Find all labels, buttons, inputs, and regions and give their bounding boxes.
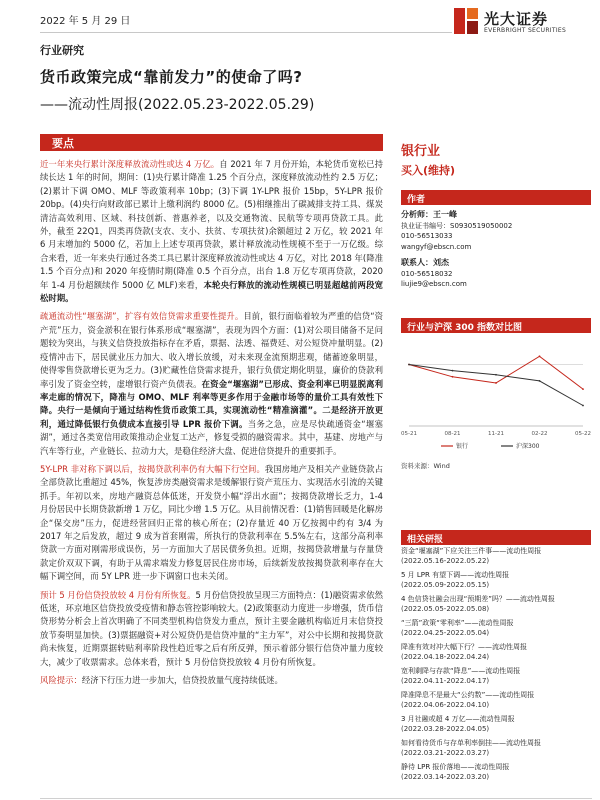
- research-item[interactable]: [401, 570, 591, 590]
- paragraph-liquidity: [40, 158, 383, 305]
- research-date: (2022.04.06-2022.04.10): [401, 701, 490, 709]
- industry-name: 银行业: [401, 144, 441, 159]
- research-item[interactable]: [401, 642, 591, 662]
- research-date: (2022.04.11-2022.04.17): [401, 677, 490, 685]
- chart-point: [495, 374, 497, 376]
- research-title[interactable]: 3 月社融或超 4 万亿——流动性周报: [401, 715, 515, 723]
- research-title[interactable]: “三箭”政策“零利率”——流动性周报: [401, 619, 514, 627]
- paragraph-bold: 本轮央行释放的流动性规模已明显超越前两段宽松时期。: [40, 279, 384, 304]
- analyst-block: [401, 210, 591, 290]
- related-research-list: [401, 546, 591, 786]
- analyst-name: 分析师：王一峰: [401, 210, 457, 219]
- research-title[interactable]: 5 月 LPR 有望下调——流动性周报: [401, 571, 510, 579]
- paragraph-text: 5 月份信贷投放呈现三方面特点：(1)融资需求依然低迷，环京地区信贷投放受疫情和静态管控影响较大。(2)政策驱动力度进一步增强，货币信贷形势分析会上首次明确了不同类型机构信贷发力重点，预计主要金融机构临近月末信贷投放节奏明显加快。(3)票据融资+对公短贷仍是信贷冲量的“主力军”，对公中长期和按揭贷款尚未恢复，近期票据转贴利率阶段性趋近零之后有所反弹，预示着部分银行信贷冲量力度较大，减少了收票需求。总体来看，预计 5 月份信贷投放较 4 月份有所恢复。: [40, 589, 383, 667]
- everbright-logo-icon: [452, 6, 480, 36]
- research-date: (2022.03.28-2022.04.05): [401, 725, 490, 733]
- risk-warning: [40, 674, 383, 687]
- chart-point: [539, 380, 541, 382]
- chart-x-tick-label: 08-21: [444, 431, 461, 437]
- brand-subtitle: EVERBRIGHT SECURITIES: [484, 27, 567, 34]
- paragraph-lead: 预计 5 月份信贷投放较 4 月份有所恢复。: [40, 589, 196, 600]
- chart-source: 资料来源：Wind: [401, 462, 450, 470]
- chart-point: [582, 405, 584, 407]
- research-label: 相关研报: [407, 535, 444, 545]
- analyst-cert: 执业证书编号：S0930519050002: [401, 221, 513, 230]
- paragraph-lead: 近一年来央行累计深度释放流动性或达 4 万亿。: [40, 159, 220, 169]
- paragraph-credit: [40, 589, 383, 669]
- chart-legend-label: 沪深300: [516, 443, 540, 450]
- research-title[interactable]: 降准降息不是最大“公约数”——流动性周报: [401, 691, 535, 699]
- contact-phone: 010-56518032: [401, 269, 453, 278]
- chart-point: [495, 382, 497, 384]
- research-title[interactable]: 资金“堰塞湖”下应关注三件事——流动性周报: [401, 547, 542, 555]
- chart-point: [452, 370, 454, 372]
- authors-label: 作者: [407, 195, 426, 205]
- chart-x-tick-label: 05-21: [401, 431, 417, 437]
- key-points-header-bar: [40, 134, 383, 151]
- chart-label: 行业与沪深 300 指数对比图: [407, 323, 523, 333]
- research-item[interactable]: [401, 594, 591, 614]
- key-points-body: [40, 158, 383, 687]
- research-title[interactable]: 如何看待货币与存单利率倒挂——流动性周报: [401, 739, 541, 747]
- chart-point: [408, 364, 410, 366]
- paragraph-mortgage: [40, 463, 383, 584]
- report-subtitle: ——流动性周报(2022.05.23-2022.05.29): [40, 97, 315, 113]
- report-date: 2022 年 5 月 29 日: [40, 16, 131, 27]
- chart-point: [452, 376, 454, 378]
- investment-rating: 买入(维持): [401, 164, 456, 177]
- research-date: (2022.05.05-2022.05.08): [401, 605, 490, 613]
- header-divider: [40, 32, 452, 33]
- brand-name: 光大证券: [484, 10, 549, 28]
- research-date: (2022.03.21-2022.03.27): [401, 749, 490, 757]
- research-date: (2022.03.14-2022.03.20): [401, 773, 490, 781]
- footer-divider: [40, 798, 592, 799]
- chart-legend-label: 银行: [456, 443, 469, 450]
- contact-name: 联系人：刘杰: [401, 258, 449, 267]
- report-category: 行业研究: [40, 44, 84, 57]
- paragraph-text: 当务之急，应是尽快疏通资金“堰塞湖”，通过各类宽信用政策推动企业复工达产，修复受损的融资需求。其中，基建、房地产与汽车等行业，产业链长、拉动力大，是稳住经济大盘、促进信贷提升的重要抓手。: [40, 418, 383, 456]
- research-item[interactable]: [401, 546, 591, 566]
- chart-point: [582, 388, 584, 390]
- paragraph-text: 目前，银行面临着较为严重的信贷“资产荒”压力，资金淤积在银行体系形成“堰塞湖”，表现为四个方面：(1)对公项目储备不足问题较为突出，与狭义信贷投放指标存在矛盾，票据、法透、福费廷、对公短贷冲量明显。(2)疫情冲击下，居民就业压力加大、收入增长放缓，对未来现金流预期悲观，储蓄迹象明显，使得零售贷款增长更为乏力。(3)贮藏性信贷需求提升，银行负债定期化明显，廉价的贷款利率引发了资金空转，虚增银行资产负债表。: [40, 311, 383, 389]
- chart-point: [539, 355, 541, 357]
- research-title[interactable]: 4 色信贷社融会出现“预期差”吗？——流动性周报: [401, 595, 555, 603]
- chart-x-tick-label: 02-22: [531, 431, 548, 437]
- research-item[interactable]: [401, 714, 591, 734]
- contact-email[interactable]: liujie9@ebscn.com: [401, 280, 467, 288]
- paragraph-lead: 5Y-LPR 非对称下调以后，按揭贷款利率仍有大幅下行空间。: [40, 463, 265, 474]
- analyst-email[interactable]: wangyf@ebscn.com: [401, 242, 472, 251]
- chart-x-tick-label: 11-21: [488, 431, 504, 437]
- research-date: (2022.05.09-2022.05.15): [401, 581, 490, 589]
- chart-series-line-0: [409, 356, 583, 389]
- research-item[interactable]: [401, 762, 591, 782]
- risk-label: 风险提示：: [40, 675, 82, 686]
- research-item[interactable]: [401, 690, 591, 710]
- risk-text: 经济下行压力进一步加大，信贷投放量气度持续低迷。: [81, 675, 283, 686]
- report-title: 货币政策完成“靠前发力”的使命了吗?: [40, 68, 303, 86]
- key-points-label: 要点: [52, 137, 74, 150]
- paragraph-bold: 在资金“堰塞湖”已形成、资金利率已明显脱离利率走廊的情况下，降准与 OMO、MLF 利率等更多作用于金融市场等的量价工具有效性下降。央行一是倾向于通过结构性货币政策工具，实现流动性“精准滴灌”。二是经济开放更利，通过降低银行负债成本直接引导 LPR 报价下调。: [40, 378, 383, 429]
- paragraph-lead: 疏通流动性“堰塞湖”，扩容有效信贷需求重要性提升。: [40, 311, 244, 322]
- paragraph-text: 我国房地产及相关产业链贷款占全部贷款比重超过 45%，恢复涉房类融资需求是缓解银行资产荒压力、实现活水引流的关键抓手。年初以来，房地产融资总体低迷，开发贷小幅“浮出水面”；按揭贷款增长乏力，1-4 月份居民中长期贷款新增 1 万亿，同比少增 1.5 万亿。从目前情况看：(1)销售回暖是化解房企“保交房”压力，促进经营回归正常的核心所在；(2)存量近 40 万亿按揭中约有 3/4 为 2017 年之后发放，超过 9 成为首套刚需，所执行的贷款利率在 5.5%左右，这部分高利率贷款一方面对刚需形成误伤，另一方面加大了居民债务负担。近期，按揭贷款增量与存量贷款定价双双下调，有助于从需求端发力修复居民住房市场，后续新发放按揭贷款利率存在大幅下调空间，而 5Y LPR 进一步下调窗口也未关闭。: [40, 463, 384, 582]
- authors-header-bar: [401, 190, 591, 205]
- chart-x-tick-label: 05-22: [575, 431, 591, 437]
- paragraph-text: 自 2021 年 7 月份开始，本轮货币宽松已持续长达 1 年的时间，期间：(1)央行累计降准 1.25 个百分点，深度释放流动性约 2.5 万亿；(2)累计下调 OMO、MLF 等政策利率 10bp；(3)下调 1Y-LPR 报价 15bp，5Y-LPR 报价 20bp。(4)央行向财政部已累计上缴利润约 8000 亿。(5)相继推出了碳减排支持工具、煤炭清洁高效利用、区域、科技创新、普惠养老，以及交通物流、民航等专项再贷款工具。此外，截至 22Q1，四类再贷款(支农、支小、扶贫、专项扶贫)余额超过 2 万亿，较 2021 年 6 月末增加约 5000 亿，若加上上述专项再贷款，累计释放流动性规模不至于一万亿级。综合来看，近一年来央行通过各类工具已累计深度释放流动性或达 4 万亿，对比 2018 年(降准 1.5 个百分点)和 2020 年疫情时期(降准 0.5 个百分点，出台 1.8 万亿专项再贷款，2020 年 1-4 月份超额续作 5000 亿 MLF)来看，: [40, 159, 383, 290]
- chart-series-line-1: [409, 365, 583, 406]
- brand-logo: [452, 6, 592, 40]
- research-title[interactable]: 宽利剩降与存款“降息”——流动性周报: [401, 667, 521, 675]
- research-date: (2022.04.18-2022.04.24): [401, 653, 490, 661]
- research-date: (2022.05.16-2022.05.22): [401, 557, 490, 565]
- research-date: (2022.04.25-2022.05.04): [401, 629, 490, 637]
- research-item[interactable]: [401, 666, 591, 686]
- research-item[interactable]: [401, 738, 591, 758]
- research-title[interactable]: 降准有效对冲大幅下行？——流动性周报: [401, 643, 527, 651]
- research-title[interactable]: 静待 LPR 报价落地——流动性周报: [401, 763, 510, 771]
- research-item[interactable]: [401, 618, 591, 638]
- analyst-phone: 010-56513033: [401, 232, 453, 240]
- chart-svg: [401, 336, 591, 456]
- index-comparison-chart: [401, 336, 591, 450]
- paragraph-dam: [40, 310, 383, 457]
